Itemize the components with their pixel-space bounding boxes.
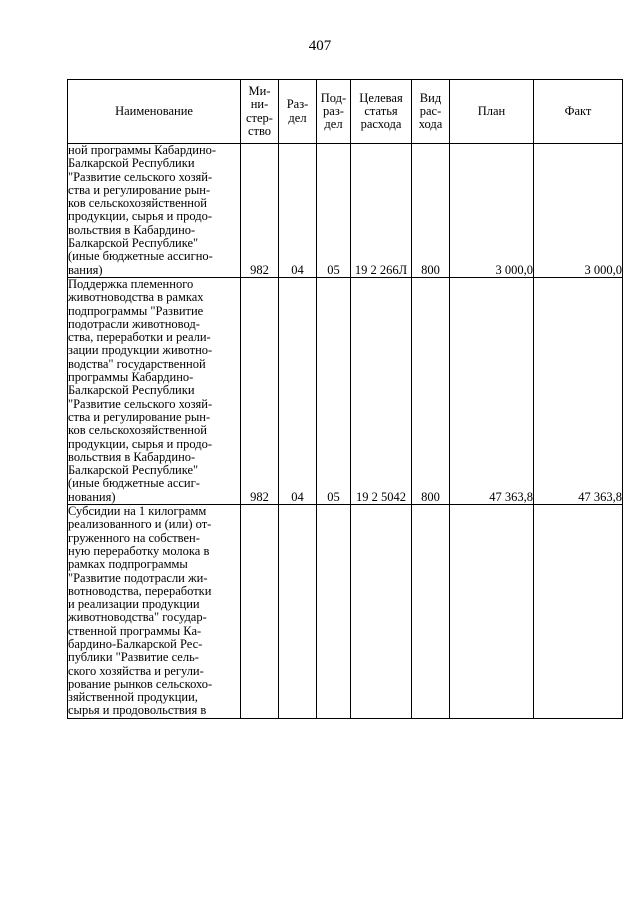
page-number: 407	[308, 38, 332, 54]
row-expense-type: 800	[412, 144, 450, 278]
row-ministry: 982	[241, 144, 279, 278]
header-expense-type: Вид рас- хода	[412, 80, 450, 144]
row-subsection: 05	[317, 144, 351, 278]
header-name: Наименование	[68, 80, 241, 144]
row-plan: 47 363,8	[450, 277, 534, 504]
row-expense-type	[412, 505, 450, 719]
row-section: 04	[279, 144, 317, 278]
row-section	[279, 505, 317, 719]
header-target-article: Целевая статья расхода	[351, 80, 412, 144]
row-subsection	[317, 505, 351, 719]
row-name: Субсидии на 1 килограмм реализованного и (или) от- груженного на собствен- ную переработку молока в рамках подпрограммы "Развитие подотрасли жи- вотноводства, переработки и реализации продукции животноводства" государ- ственной программы Ка- бардино-Балкарской Рес- публики "Развитие сель- ского хозяйства и регули- рование рынков сельскохо- зяйственной продукции, сырья и продовольствия в	[68, 505, 241, 719]
row-target-article: 19 2 5042	[351, 277, 412, 504]
row-fact: 3 000,0	[534, 144, 623, 278]
budget-table	[67, 79, 623, 719]
row-expense-type: 800	[412, 277, 450, 504]
table-row	[68, 505, 623, 719]
row-name: ной программы Кабардино- Балкарской Республики "Развитие сельского хозяй- ства и регулирование рын- ков сельскохозяйственной продукции, сырья и продо- вольствия в Кабардино- Балкарской Республике" (иные бюджетные ассигно- вания)	[68, 144, 241, 278]
header-fact: Факт	[534, 80, 623, 144]
table-header-row	[68, 80, 623, 144]
row-target-article	[351, 505, 412, 719]
table-row	[68, 144, 623, 278]
header-section: Раз- дел	[279, 80, 317, 144]
row-plan	[450, 505, 534, 719]
row-fact	[534, 505, 623, 719]
table-row	[68, 277, 623, 504]
row-plan: 3 000,0	[450, 144, 534, 278]
header-plan: План	[450, 80, 534, 144]
row-section: 04	[279, 277, 317, 504]
row-ministry: 982	[241, 277, 279, 504]
row-name: Поддержка племенного животноводства в рамках подпрограммы "Развитие подотрасли животновод- ства, переработки и реали- зации продукции животно- водства" государственной программы Кабардино- Балкарской Республики "Развитие сельского хозяй- ства и регулирование рын- ков сельскохозяйственной продукции, сырья и продо- вольствия в Кабардино- Балкарской Республике" (иные бюджетные ассиг- нования)	[68, 277, 241, 504]
row-fact: 47 363,8	[534, 277, 623, 504]
row-ministry	[241, 505, 279, 719]
header-subsection: Под- раз- дел	[317, 80, 351, 144]
row-target-article: 19 2 266Л	[351, 144, 412, 278]
header-ministry: Ми- ни- стер- ство	[241, 80, 279, 144]
row-subsection: 05	[317, 277, 351, 504]
